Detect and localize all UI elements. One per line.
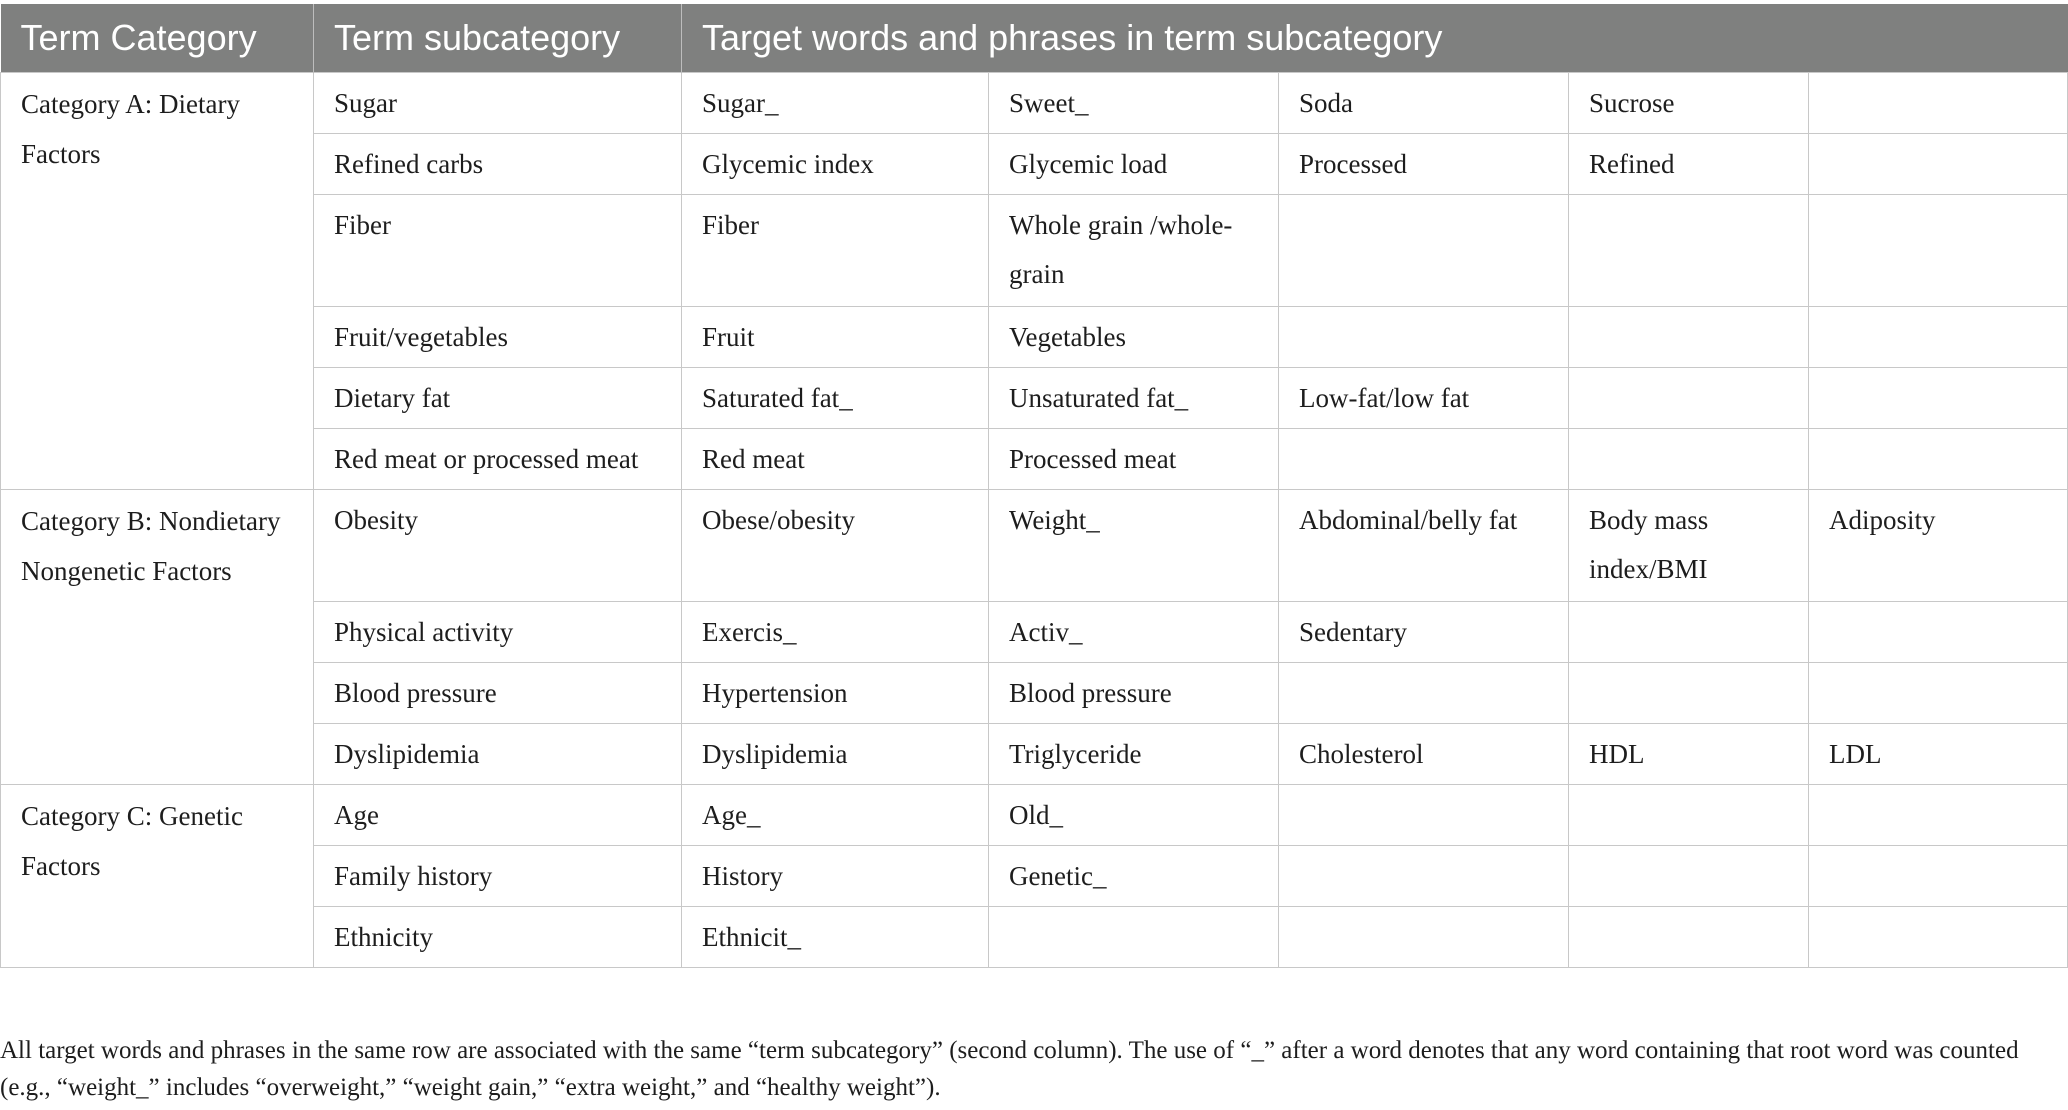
term-cell: Vegetables <box>989 306 1279 367</box>
term-cell <box>1279 428 1569 489</box>
term-cell <box>1809 133 2068 194</box>
term-cell: Exercis_ <box>682 601 989 662</box>
term-cell: Cholesterol <box>1279 723 1569 784</box>
term-cell <box>1569 194 1809 306</box>
term-cell: Dyslipidemia <box>682 723 989 784</box>
subcategory-cell: Obesity <box>314 489 682 601</box>
term-cell <box>1569 601 1809 662</box>
header-term-subcategory: Term subcategory <box>314 4 682 72</box>
term-cell <box>1279 306 1569 367</box>
term-cell <box>1569 662 1809 723</box>
subcategory-cell: Ethnicity <box>314 906 682 967</box>
term-cell: Age_ <box>682 784 989 845</box>
subcategory-cell: Sugar <box>314 72 682 133</box>
term-cell: Sedentary <box>1279 601 1569 662</box>
term-cell <box>1279 906 1569 967</box>
term-cell <box>1569 306 1809 367</box>
subcategory-cell: Red meat or processed meat <box>314 428 682 489</box>
term-cell <box>1809 428 2068 489</box>
term-cell: Triglyceride <box>989 723 1279 784</box>
table-header <box>1 4 2068 72</box>
term-cell <box>1279 662 1569 723</box>
term-cell <box>1279 194 1569 306</box>
term-cell <box>1569 906 1809 967</box>
term-cell: Processed meat <box>989 428 1279 489</box>
subcategory-cell: Family history <box>314 845 682 906</box>
term-cell: Soda <box>1279 72 1569 133</box>
term-cell: Glycemic load <box>989 133 1279 194</box>
header-term-category: Term Category <box>1 4 314 72</box>
term-cell: Blood pressure <box>989 662 1279 723</box>
term-cell: History <box>682 845 989 906</box>
term-cell: LDL <box>1809 723 2068 784</box>
term-cell <box>1809 367 2068 428</box>
subcategory-cell: Physical activity <box>314 601 682 662</box>
subcategory-cell: Blood pressure <box>314 662 682 723</box>
term-cell: Refined <box>1569 133 1809 194</box>
subcategory-cell: Fruit/vegetables <box>314 306 682 367</box>
term-cell <box>989 906 1279 967</box>
subcategory-cell: Dietary fat <box>314 367 682 428</box>
term-cell <box>1569 845 1809 906</box>
term-cell <box>1569 784 1809 845</box>
term-cell: Sucrose <box>1569 72 1809 133</box>
category-cell: Category B: Nondietary Nongenetic Factors <box>1 489 314 784</box>
category-cell: Category A: Dietary Factors <box>1 72 314 489</box>
table-body <box>1 72 2068 967</box>
term-cell <box>1279 784 1569 845</box>
table-row <box>1 72 2068 133</box>
term-cell <box>1569 367 1809 428</box>
term-cell: Genetic_ <box>989 845 1279 906</box>
term-cell: Sweet_ <box>989 72 1279 133</box>
term-cell <box>1809 601 2068 662</box>
table-row <box>1 489 2068 601</box>
table-footnote: All target words and phrases in the same row are associated with the same “term subcategory” (second column). The use of “_” after a word denotes that any word containing that root word was counted (e.g., “weight_” includes “overweight,” “weight gain,” “extra weight,” and “healthy weight”). <box>0 1037 2019 1101</box>
term-cell <box>1809 906 2068 967</box>
term-cell: HDL <box>1569 723 1809 784</box>
term-cell: Saturated fat_ <box>682 367 989 428</box>
term-cell: Sugar_ <box>682 72 989 133</box>
term-cell: Obese/obesity <box>682 489 989 601</box>
term-cell: Red meat <box>682 428 989 489</box>
category-cell: Category C: Genetic Factors <box>1 784 314 967</box>
subcategory-cell: Age <box>314 784 682 845</box>
terms-table <box>0 4 2068 968</box>
header-target-words: Target words and phrases in term subcategory <box>682 4 2068 72</box>
term-cell: Abdominal/belly fat <box>1279 489 1569 601</box>
term-cell: Adiposity <box>1809 489 2068 601</box>
term-cell: Whole grain /whole-grain <box>989 194 1279 306</box>
term-cell <box>1809 306 2068 367</box>
term-cell: Hypertension <box>682 662 989 723</box>
term-cell: Ethnicit_ <box>682 906 989 967</box>
term-cell <box>1279 845 1569 906</box>
term-cell: Old_ <box>989 784 1279 845</box>
subcategory-cell: Refined carbs <box>314 133 682 194</box>
term-cell <box>1569 428 1809 489</box>
term-cell <box>1809 845 2068 906</box>
table-row <box>1 784 2068 845</box>
term-cell: Low-fat/low fat <box>1279 367 1569 428</box>
term-cell <box>1809 194 2068 306</box>
term-cell <box>1809 72 2068 133</box>
term-cell: Unsaturated fat_ <box>989 367 1279 428</box>
subcategory-cell: Dyslipidemia <box>314 723 682 784</box>
term-cell: Fiber <box>682 194 989 306</box>
term-cell: Fruit <box>682 306 989 367</box>
term-cell: Body mass index/BMI <box>1569 489 1809 601</box>
term-cell: Activ_ <box>989 601 1279 662</box>
term-cell: Weight_ <box>989 489 1279 601</box>
subcategory-cell: Fiber <box>314 194 682 306</box>
term-cell: Processed <box>1279 133 1569 194</box>
term-cell <box>1809 662 2068 723</box>
term-cell <box>1809 784 2068 845</box>
term-cell: Glycemic index <box>682 133 989 194</box>
